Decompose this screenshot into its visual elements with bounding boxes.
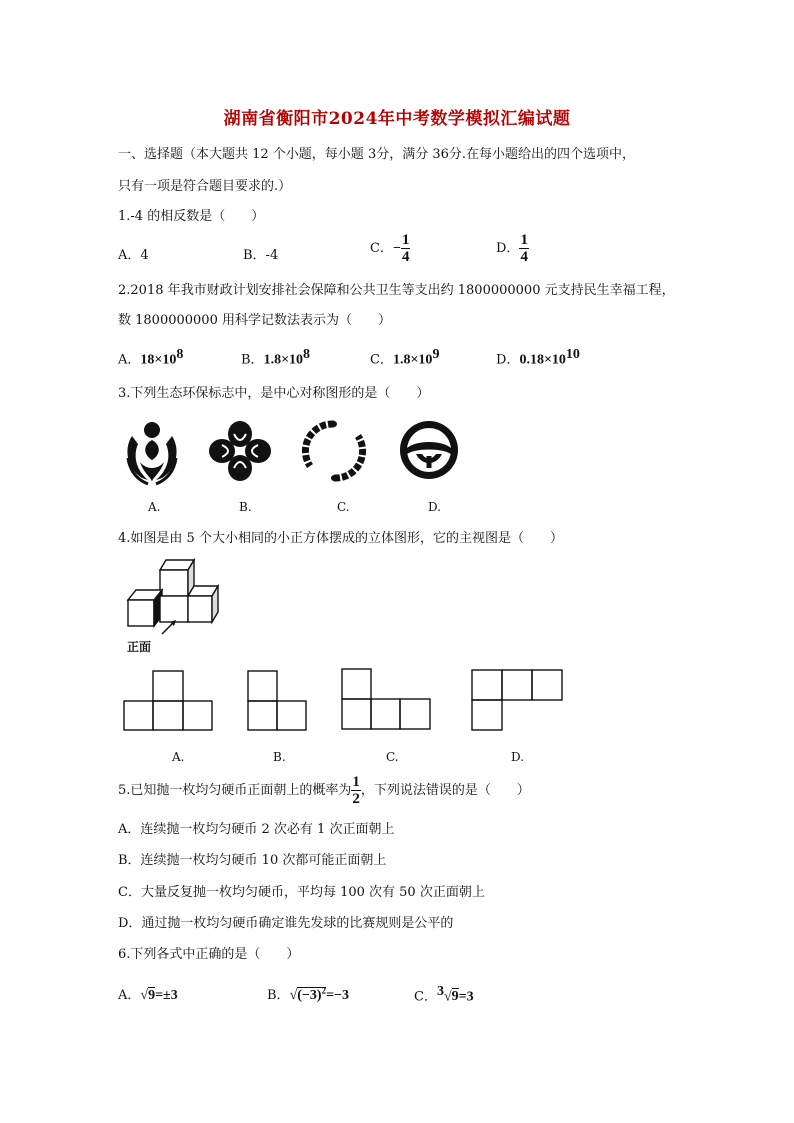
q2-option-d-prefix: D． [496, 352, 520, 368]
fraction-denominator: 4 [401, 249, 410, 265]
q4-label-a: A. [172, 750, 185, 764]
q1-option-c [370, 232, 410, 265]
sqrt-icon: √ [289, 988, 298, 1003]
q2-option-a-base: 18×10 [140, 352, 177, 368]
q2-option-a-exponent: 8 [176, 347, 184, 362]
eco-logo-c-image [302, 420, 366, 482]
q1-stem: 1.-4 的相反数是（ ） [118, 209, 265, 224]
fraction-numerator: 1 [520, 232, 528, 248]
q6-option-b [267, 984, 349, 1004]
q6-option-a-prefix: A． [118, 988, 141, 1003]
page-title: 湖南省衡阳市2024年中考数学模拟汇编试题 [223, 109, 571, 129]
q3-label-b: B. [239, 500, 252, 514]
q6-option-c-rhs: =3 [458, 989, 474, 1005]
q5-option-c: C．大量反复抛一枚均匀硬币，平均每 100 次有 50 次正面朝上 [118, 885, 485, 900]
q5-option-b: B．连续抛一枚均匀硬币 10 次都可能正面朝上 [118, 853, 387, 868]
q2-option-a [118, 347, 183, 368]
q5-option-a: A．连续抛一枚均匀硬币 2 次必有 1 次正面朝上 [118, 822, 395, 837]
q5-stem-post: ，下列说法错误的是（ ） [360, 783, 530, 798]
q5-fraction [351, 774, 361, 807]
q2-option-c-exponent: 9 [432, 347, 440, 362]
q6-option-c-radicand: 9 [451, 989, 459, 1005]
q2-option-b-prefix: B． [241, 352, 264, 368]
cube-root-icon: √ [443, 989, 452, 1005]
q4-option-a-view [123, 670, 215, 732]
fraction-numerator: 1 [352, 774, 360, 790]
q6-option-a-radicand: 9 [148, 988, 156, 1003]
q2-option-a-prefix: A． [118, 352, 141, 368]
sqrt-icon: √ [140, 988, 149, 1003]
section-instructions-line2: 只有一项是符合题目要求的.） [118, 179, 292, 194]
q5-stem [118, 774, 530, 808]
q4-option-b-view [247, 670, 309, 732]
q6-option-b-rhs: =−3 [326, 988, 350, 1003]
q1-option-c-prefix: C． [370, 241, 393, 256]
q3-label-d: D. [428, 500, 442, 514]
q1-option-d-fraction [519, 232, 529, 265]
q2-option-c-prefix: C． [370, 352, 393, 368]
q4-cube-figure [122, 556, 232, 634]
q4-option-c-view [341, 668, 433, 732]
q6-option-c [414, 984, 474, 1005]
q6-stem: 6.下列各式中正确的是（ ） [118, 947, 300, 962]
fraction-denominator: 4 [520, 249, 528, 265]
q5-stem-pre: 5.已知抛一枚均匀硬币正面朝上的概率为 [118, 783, 352, 798]
eco-logo-d-image [396, 418, 462, 482]
q2-option-d-exponent: 10 [565, 347, 580, 362]
q1-option-d [496, 232, 529, 265]
q2-option-b [241, 347, 310, 368]
q2-option-d [496, 347, 580, 368]
q2-option-b-exponent: 8 [303, 347, 311, 362]
q6-option-a-rhs: =±3 [155, 988, 178, 1003]
q1-option-b: B．-4 [243, 248, 279, 263]
q1-option-d-prefix: D． [496, 241, 520, 256]
q4-label-d: D. [511, 750, 525, 764]
q6-option-b-prefix: B． [267, 988, 290, 1003]
eco-logo-a-image [122, 418, 182, 488]
q2-option-c-base: 1.8×10 [392, 352, 433, 368]
q4-front-label: 正面 [127, 640, 152, 654]
q6-option-b-radicand: (−3) [297, 988, 322, 1003]
q2-option-c [370, 347, 439, 368]
fraction-numerator: 1 [401, 232, 410, 248]
q4-stem: 4.如图是由 5 个大小相同的小正方体摆成的立体图形，它的主视图是（ ） [118, 531, 563, 546]
q5-option-d: D．通过抛一枚均匀硬币确定谁先发球的比赛规则是公平的 [118, 916, 454, 931]
q6-option-c-prefix: C． [414, 989, 437, 1005]
q2-option-d-base: 0.18×10 [519, 352, 566, 368]
q2-option-b-base: 1.8×10 [263, 352, 304, 368]
q2-stem-line1: 2.2018 年我市财政计划安排社会保障和公共卫生等支出约 1800000000 元支持民生幸福工程， [118, 283, 675, 298]
section-instructions-line1: 一、选择题（本大题共 12 个小题，每小题 3分，满分 36分.在每小题给出的四个选项中， [118, 147, 636, 162]
q4-option-d-view [471, 669, 565, 733]
fraction-denominator: 2 [352, 791, 360, 807]
q4-label-b: B. [273, 750, 286, 764]
q1-option-c-fraction [401, 232, 411, 265]
eco-logo-b-image [208, 420, 272, 482]
q1-option-c-sign: − [392, 241, 401, 256]
q1-option-a: A．4 [118, 248, 149, 263]
q3-label-c: C. [337, 500, 350, 514]
q6-option-c-root-index: 3 [436, 984, 444, 999]
q3-stem: 3.下列生态环保标志中，是中心对称图形的是（ ） [118, 386, 430, 401]
q3-label-a: A. [148, 500, 161, 514]
q6-option-b-exponent: 2 [321, 985, 327, 996]
q4-label-c: C. [386, 750, 399, 764]
q6-option-a [118, 984, 178, 1004]
q2-stem-line2: 数 1800000000 用科学记数法表示为（ ） [118, 313, 391, 328]
